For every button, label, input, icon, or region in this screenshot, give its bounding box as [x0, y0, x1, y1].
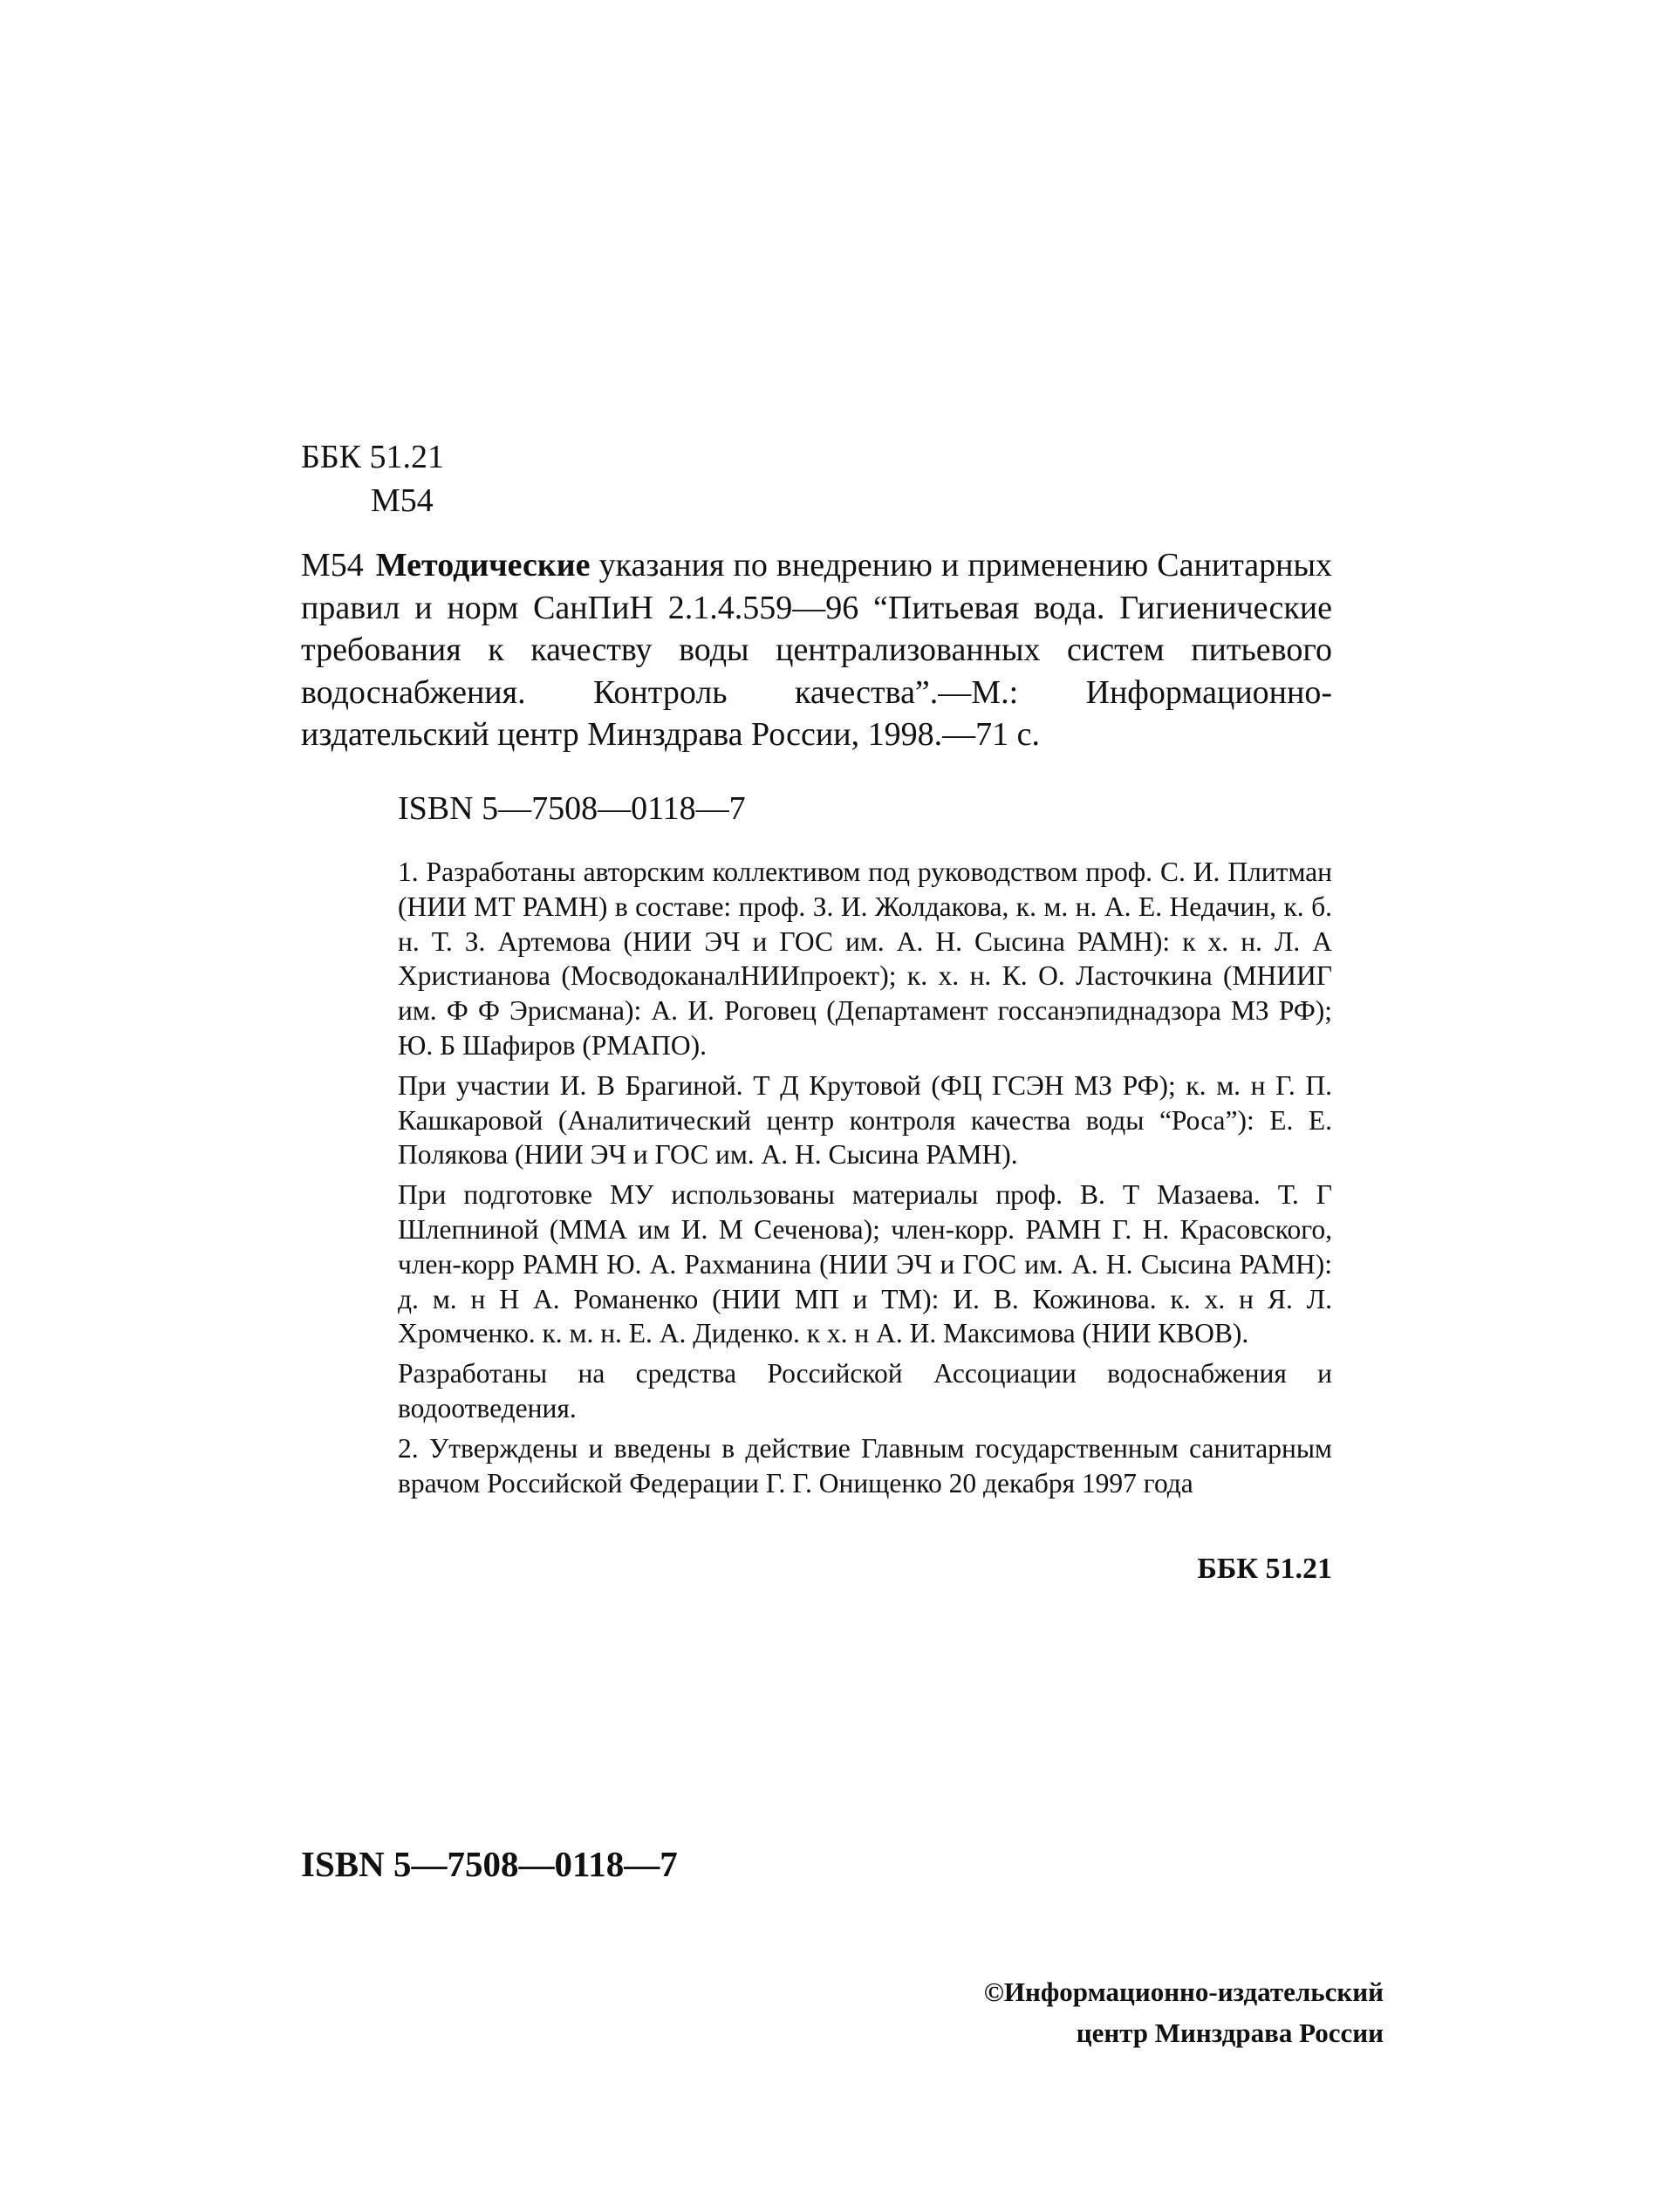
bib-title-bold: Методические — [375, 547, 591, 584]
author-mark: М54 — [371, 482, 434, 519]
bib-text: указания по внедрению и применению Санитарных правил и норм СанПиН 2.1.4.559—96 “Питьевая вода. Гигиенические требования к качеству воды централизованных систем питьевого водоснабжения. Контроль качества”.—М.: Информационно-издательский центр Минздрава России, 1998.—71 с. — [301, 547, 1332, 753]
bib-code: М54 — [301, 547, 364, 584]
credits-section — [398, 855, 1332, 1505]
isbn-middle: ISBN 5—7508—0118—7 — [398, 790, 746, 827]
bbk-code: ББК 51.21 — [301, 439, 444, 475]
copyright-notice — [984, 1971, 1384, 2053]
credits-paragraph-participation: При участии И. В Брагиной. Т Д Крутовой (ФЦ ГСЭН МЗ РФ); к. м. н Г. П. Кашкаровой (Аналитический центр контроля качества воды “Роса”): Е. Е. Полякова (НИИ ЭЧ и ГОС им. А. Н. Сысина РАМН). — [398, 1069, 1332, 1171]
copyright-line-1: ©Информационно-издательский — [983, 1976, 1384, 2007]
credits-paragraph-approval: 2. Утверждены и введены в действие Главным государственным санитарным врачом Российской Федерации Г. Г. Онищенко 20 декабря 1997 года — [398, 1432, 1332, 1499]
isbn-bottom: ISBN 5—7508—0118—7 — [301, 1844, 678, 1884]
credits-paragraph-materials: При подготовке МУ использованы материалы проф. В. Т Мазаева. Т. Г Шлепниной (ММА им И. М Сеченова); член-корр. РАМН Г. Н. Красовского, член-корр РАМН Ю. А. Рахманина (НИИ ЭЧ и ГОС им. А. Н. Сысина РАМН): д. м. н Н А. Романенко (НИИ МП и ТМ): И. В. Кожинова. к. х. н Я. Л. Хромченко. к. м. н. Е. А. Диденко. к х. н А. И. Максимова (НИИ КВОВ). — [398, 1179, 1332, 1349]
bibliographic-description — [301, 544, 1332, 756]
credits-paragraph-authors: 1. Разработаны авторским коллективом под руководством проф. С. И. Плитман (НИИ МТ РАМН) в составе: проф. З. И. Жолдакова, к. м. н. А. Е. Недачин, к. б. н. Т. З. Артемова (НИИ ЭЧ и ГОС им. А. Н. Сысина РАМН): к х. н. Л. А Христианова (МосводоканалНИИпроект); к. х. н. К. О. Ласточкина (МНИИГ им. Ф Ф Эрисмана): А. И. Роговец (Департамент госсанэпиднадзора МЗ РФ); Ю. Б Шафиров (РМАПО). — [398, 857, 1332, 1061]
credits-paragraph-funding: Разработаны на средства Российской Ассоциации водоснабжения и водоотведения. — [398, 1358, 1332, 1423]
bbk-code-right: ББК 51.21 — [1197, 1553, 1332, 1585]
copyright-line-2: центр Минздрава России — [1076, 2017, 1384, 2048]
